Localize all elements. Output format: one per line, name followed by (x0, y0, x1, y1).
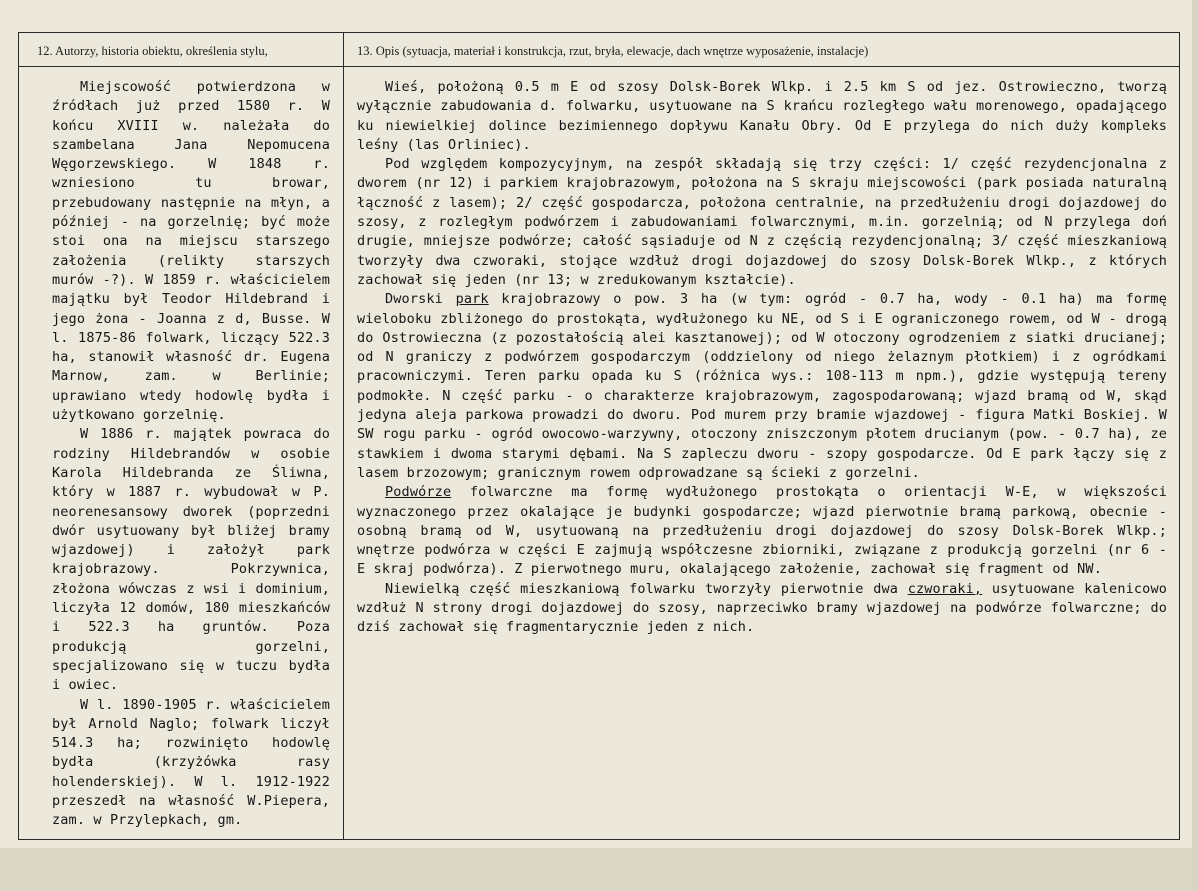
history-paragraph-3: W l. 1890-1905 r. właścicielem był Arnold Naglo; folwark liczył 514.3 ha; rozwinięto hodowlę bydła (krzyżówka rasy holenderskiej). W l. 1912-1922 przeszedł na własność W.Piepera, zam. w Przylepkach, gm. (52, 696, 330, 829)
description-paragraph-3 (357, 290, 1167, 483)
left-column-header: 12. Autorzy, historia obiektu, określenia stylu, (37, 44, 268, 58)
column-divider (343, 32, 344, 840)
page-right-edge (1192, 0, 1198, 891)
paragraph-text: usytuowane kalenicowo wzdłuż N strony drogi dojazdowej do szosy, naprzeciwko bramy wjazdowej na podwórze folwarczne; do dziś zachował się fragmentarycznie jeden z nich. (357, 580, 1168, 636)
header-divider (18, 66, 1180, 67)
description-paragraph-2 (357, 155, 1167, 290)
history-paragraph-2: W 1886 r. majątek powraca do rodziny Hildebrandów w osobie Karola Hildebranda ze Śliwna, który w 1887 r. wybudował w P. neorenesansowy dworek (poprzedni dwór usytuowany był bliżej bramy wjazdowej) i założył park krajobrazowy. Pokrzywnica, złożona wówczas z wsi i dominium, liczyła 12 domów, 180 mieszkańców i 522.3 ha gruntów. Poza produkcją gorzelni, specjalizowano się w tuczu bydła i owiec. (52, 426, 330, 694)
underlined-term: park (455, 291, 489, 308)
paragraph-text: Dworski (385, 291, 456, 308)
history-paragraph-1: Miejscowość potwierdzona w źródłach już przed 1580 r. W końcu XVIII w. należała do szambelana Jana Nepomucena Węgorzewskiego. W 1848 r. wzniesiono tu browar, przebudowany następnie na młyn, a później - na gorzelnię; być może stoi ona na miejscu starszego założenia (relikty starszych murów -?). W 1859 r. właścicielem majątku był Teodor Hildebrand i jego żona - Joanna z d, Busse. W l. 1875-86 folwark, liczący 522.3 ha, stanowił własność dr. Eugena Marnow, zam. w Berlinie; uprawiano wtedy hodowlę bydła i użytkowano gorzelnię. (52, 79, 330, 424)
paragraph-text: Niewielką część mieszkaniową folwarku tworzyły pierwotnie dwa (385, 580, 908, 597)
right-column-header: 13. Opis (sytuacja, materiał i konstrukcja, rzut, bryła, elewacje, dach wnętrze wyposażenie, instalacje) (357, 44, 869, 58)
paragraph-text: Wieś, położoną 0.5 m E od szosy Dolsk-Borek Wlkp. i 2.5 km S od jez. Ostrowieczno, tworzą wyłącznie zabudowania d. folwarku, usytuowane na S krańcu rozległego wału morenowego, opadającego ku niewielkiej dolince bezimiennego dopływu Kanału Obry. Od E przylega do nich duży kompleks leśny (las Orliniec). (357, 79, 1167, 153)
description-paragraph-5 (357, 580, 1167, 638)
page-bottom-margin (0, 848, 1198, 891)
paragraph-text: folwarczne ma formę wydłużonego prostokąta o orientacji W-E, w większości wyznaczonego przez okalające je budynki gospodarcze; wjazd pierwotnie bramą parkową, obecnie - osobną bramą od W, usytuowaną na przedłużeniu drogi dojazdowej do szosy Dolsk-Borek Wlkp.; wnętrze podwórza w części E zajmują współczesne zbiorniki, związane z produkcją gorzelni (nr 6 - E skraj podwórza). Z pierwotnego muru, okalającego założenie, zachował się fragment od NW. (357, 484, 1167, 578)
paragraph-text: Pod względem kompozycyjnym, na zespół składają się trzy części: 1/ część rezydencjonalna z dworem (nr 12) i parkiem krajobrazowym, położona na S skraju miejscowości (park posiada naturalną łączność z lasem); 2/ część gospodarcza, położona centralnie, na przedłużeniu drogi dojazdowej do szosy, z rozległym podwórzem i zabudowaniami folwarcznymi, m.in. gorzelnią; od N przylega doń drugie, mniejsze podwórze; całość sąsiaduje od N z częścią rezydencjonalną; 3/ część mieszkaniową tworzyły dwa czworaki, stojące wzdłuż drogi dojazdowej do szosy Dolsk-Borek Wlkp., z których zachował się jeden (nr 13; w zredukowanym kształcie). (357, 156, 1167, 288)
underlined-term: Podwórze (385, 484, 452, 501)
description-paragraph-4 (357, 483, 1167, 579)
underlined-term: czworaki, (907, 580, 983, 597)
paragraph-text: krajobrazowy o pow. 3 ha (w tym: ogród - 0.7 ha, wody - 0.1 ha) ma formę wieloboku zbliżonego do prostokąta, wydłużonego ku NE, od S i E ograniczonego rowem, od W - drogą do Ostrowieczna (z pozostałością alei kasztanowej); od W otoczony ogrodzeniem z siatki drucianej; od N graniczy z podwórzem gospodarczym (oddzielony od niego żelaznym płotkiem) i z ogródkami pracowniczymi. Teren parku opada ku S (różnica wys.: 108-113 m npm.), gdzie występują tereny podmokłe. N część parku - o charakterze krajobrazowym, zagospodarowaną; wjazd bramą od W, skąd jedyna aleja parkowa prowadzi do dworu. Pod murem przy bramie wjazdowej - figura Matki Boskiej. W SW rogu parku - ogród owocowo-warzywny, otoczony zniszczonym płotem drucianym (pow. - 0.7 ha), ze stawkiem i dwoma starymi dębami. Na S zapleczu dworu - szopy gospodarcze. Od E park łączy się z lasem brzozowym; granicznym rowem odprowadzane są ścieki z gorzelni. (357, 291, 1167, 481)
description-paragraph-1 (357, 78, 1167, 155)
description-column (357, 78, 1167, 638)
history-column (52, 78, 330, 831)
